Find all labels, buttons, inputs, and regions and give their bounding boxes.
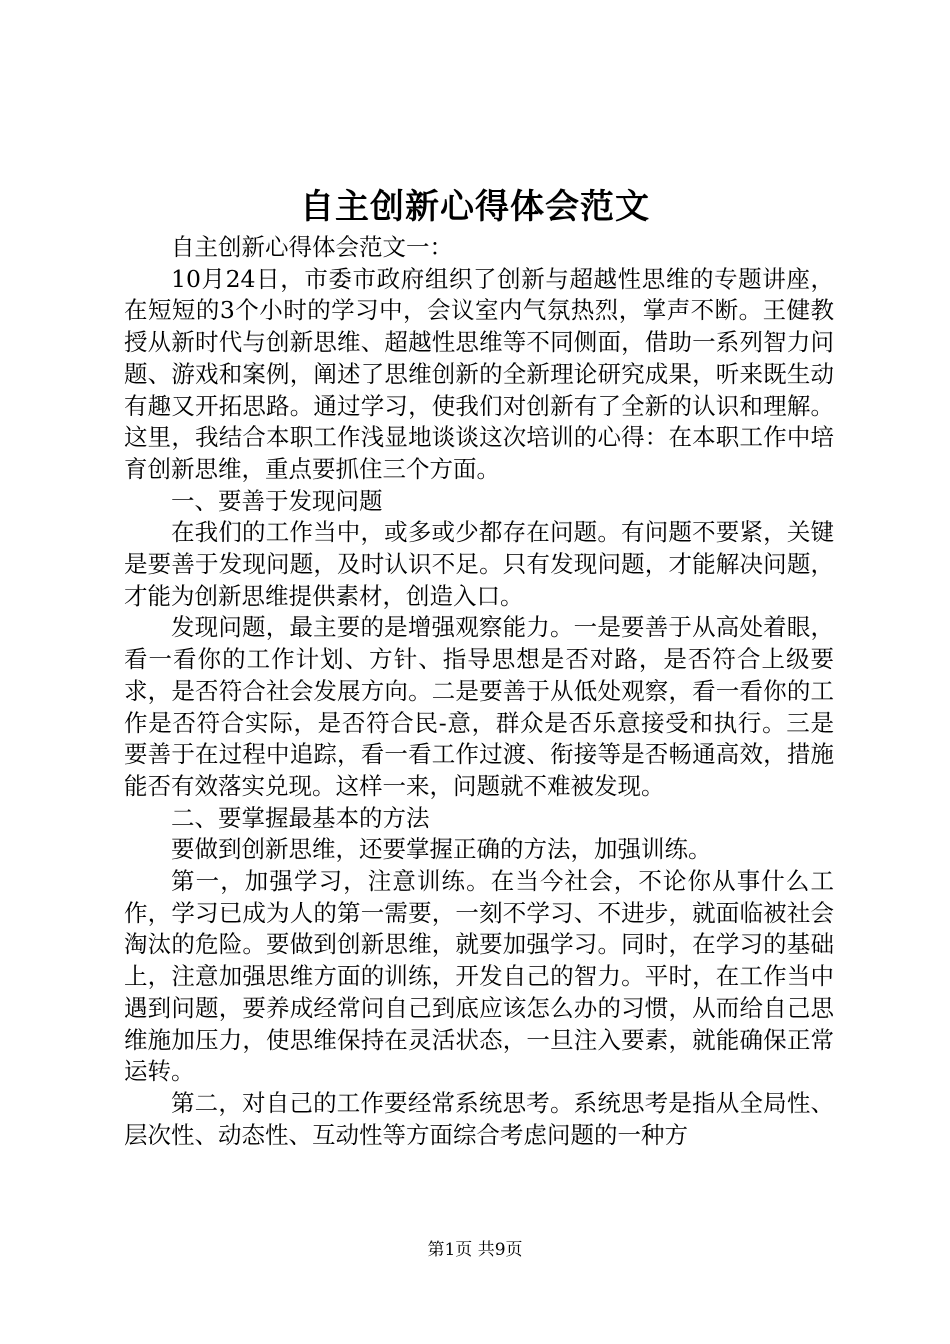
document-body [124,232,834,1151]
paragraph: 自主创新心得体会范文一： [171,233,453,261]
paragraph: 在我们的工作当中，或多或少都存在问题。有问题不要紧，关键是要善于发现问题，及时认识不足。只有发现问题，才能解决问题，才能为创新思维提供素材，创造入口。 [124,518,834,610]
paragraph: 第二，对自己的工作要经常系统思考。系统思考是指从全局性、层次性、动态性、互动性等方面综合考虑问题的一种方 [124,1088,834,1149]
paragraph: 第一，加强学习，注意训练。在当今社会，不论你从事什么工作，学习已成为人的第一需要，一刻不学习、不进步，就面临被社会淘汰的危险。要做到创新思维，就要加强学习。同时，在学习的基础上，注意加强思维方面的训练，开发自己的智力。平时，在工作当中遇到问题，要养成经常问自己到底应该怎么办的习惯，从而给自己思维施加压力，使思维保持在灵活状态，一旦注入要素，就能确保正常运转。 [124,867,834,1086]
paragraph: 10月24日，市委市政府组织了创新与超越性思维的专题讲座，在短短的3个小时的学习中，会议室内气氛热烈，掌声不断。王健教授从新时代与创新思维、超越性思维等不同侧面，借助一系列智力问题、游戏和案例，阐述了思维创新的全新理论研究成果，听来既生动有趣又开拓思路。通过学习，使我们对创新有了全新的认识和理解。这里，我结合本职工作浅显地谈谈这次培训的心得：在本职工作中培育创新思维，重点要抓住三个方面。 [124,264,834,483]
section-heading: 二、要掌握最基本的方法 [171,803,430,832]
section-heading: 一、要善于发现问题 [171,486,383,515]
page-number-footer: 第1页 共9页 [427,1240,523,1260]
paragraph: 发现问题，最主要的是增强观察能力。一是要善于从高处着眼，看一看你的工作计划、方针、指导思想是否对路，是否符合上级要求，是否符合社会发展方向。二是要善于从低处观察，看一看你的工作是否符合实际，是否符合民-意，群众是否乐意接受和执行。三是要善于在过程中追踪，看一看工作过渡、衔接等是否畅通高效，措施能否有效落实兑现。这样一来，问题就不难被发现。 [124,613,834,800]
document-title: 自主创新心得体会范文 [300,187,650,227]
paragraph: 要做到创新思维，还要掌握正确的方法，加强训练。 [171,835,712,864]
